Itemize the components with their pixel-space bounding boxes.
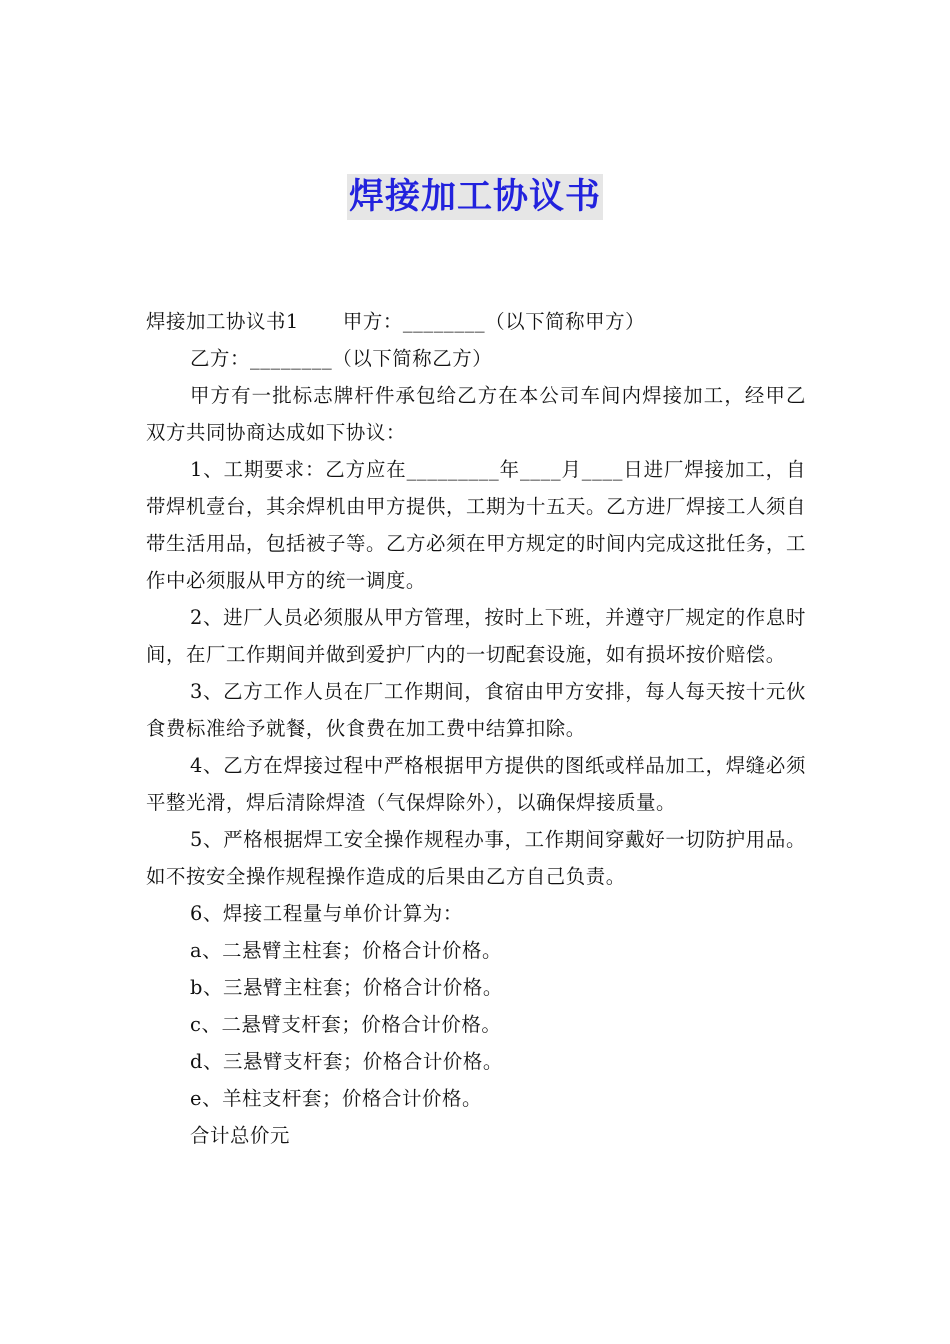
- item-d-line: d、三悬臂支杆套；价格合计价格。: [190, 1050, 503, 1073]
- document-body: [146, 303, 806, 1154]
- item-a-line: a、二悬臂主柱套；价格合计价格。: [190, 939, 503, 962]
- doc-heading-inline: 焊接加工协议书1: [146, 310, 299, 333]
- clause-1-paragraph: 1、工期要求：乙方应在_________年____月____日进厂焊接加工，自带焊机壹台，其余焊机由甲方提供，工期为十五天。乙方进厂焊接工人须自带生活用品，包括被子等。乙方必须在甲方规定的时间内完成这批任务，工作中必须服从甲方的统一调度。: [146, 458, 806, 592]
- clause-4-paragraph: 4、乙方在焊接过程中严格根据甲方提供的图纸或样品加工，焊缝必须平整光滑，焊后清除焊渣（气保焊除外），以确保焊接质量。: [146, 754, 806, 814]
- clause-6-paragraph: 6、焊接工程量与单价计算为：: [190, 902, 463, 925]
- item-e-line: e、羊柱支杆套；价格合计价格。: [190, 1087, 482, 1110]
- item-b-line: b、三悬臂主柱套；价格合计价格。: [190, 976, 503, 999]
- clause-3-paragraph: 3、乙方工作人员在厂工作期间，食宿由甲方安排，每人每天按十元伙食费标准给予就餐，伙食费在加工费中结算扣除。: [146, 680, 806, 740]
- document-title: 焊接加工协议书: [347, 174, 603, 220]
- preamble-paragraph: 甲方有一批标志牌杆件承包给乙方在本公司车间内焊接加工，经甲乙双方共同协商达成如下协议：: [146, 384, 806, 444]
- first-line: [146, 303, 806, 340]
- total-price-line: 合计总价元: [190, 1124, 290, 1147]
- party-a-line: 甲方：________（以下简称甲方）: [342, 310, 646, 333]
- item-c-line: c、二悬臂支杆套；价格合计价格。: [190, 1013, 502, 1036]
- clause-2-paragraph: 2、进厂人员必须服从甲方管理，按时上下班，并遵守厂规定的作息时间，在厂工作期间并做到爱护厂内的一切配套设施，如有损坏按价赔偿。: [146, 606, 806, 666]
- title-container: [0, 174, 950, 220]
- party-b-line: 乙方：________（以下简称乙方）: [190, 347, 493, 370]
- clause-5-paragraph: 5、严格根据焊工安全操作规程办事，工作期间穿戴好一切防护用品。如不按安全操作规程操作造成的后果由乙方自己负责。: [146, 828, 806, 888]
